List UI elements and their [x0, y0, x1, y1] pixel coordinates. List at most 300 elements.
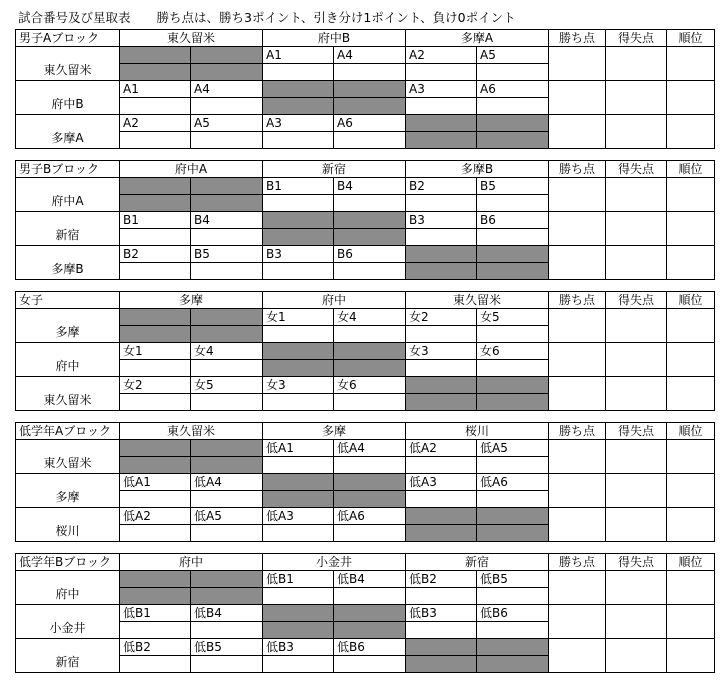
self-match-shade — [263, 343, 334, 360]
match-number-cell: 低B2 — [120, 639, 191, 656]
match-number-cell: B5 — [191, 246, 263, 263]
rank-cell — [667, 81, 715, 115]
table-row — [16, 47, 715, 64]
goal-diff-cell — [606, 212, 667, 246]
result-cell — [120, 525, 191, 542]
result-cell — [120, 263, 191, 280]
self-match-shade — [120, 309, 191, 326]
match-number-cell: 女1 — [120, 343, 191, 360]
points-cell — [549, 440, 606, 474]
match-number-cell: 低A6 — [334, 508, 406, 525]
stat-column-header: 勝ち点 — [549, 292, 606, 309]
result-cell — [263, 64, 334, 81]
rank-cell — [667, 309, 715, 343]
table-row — [16, 115, 715, 132]
match-number-cell: A5 — [191, 115, 263, 132]
self-match-shade — [406, 246, 477, 263]
points-rule: 勝ち点は、勝ち3ポイント、引き分け1ポイント、負け0ポイント — [156, 10, 516, 25]
goal-diff-cell — [606, 81, 667, 115]
match-number-cell: A5 — [477, 47, 549, 64]
self-match-shade — [334, 212, 406, 229]
match-number-cell: B5 — [477, 178, 549, 195]
goal-diff-cell — [606, 377, 667, 411]
team-column-header: 東久留米 — [406, 292, 549, 309]
result-cell — [120, 229, 191, 246]
self-match-shade — [334, 605, 406, 622]
result-cell — [406, 195, 477, 212]
stat-column-header: 順位 — [667, 161, 715, 178]
match-number-cell: B4 — [191, 212, 263, 229]
match-number-cell: 低A3 — [406, 474, 477, 491]
self-match-shade — [120, 178, 191, 195]
rank-cell — [667, 508, 715, 542]
match-number-cell: 低A1 — [120, 474, 191, 491]
row-team-name: 多摩B — [51, 262, 84, 276]
stat-column-header: 勝ち点 — [549, 161, 606, 178]
match-number-cell: B6 — [334, 246, 406, 263]
row-team-label — [16, 212, 120, 246]
result-cell — [334, 394, 406, 411]
team-column-header: 新宿 — [406, 554, 549, 571]
result-cell — [477, 326, 549, 343]
stat-column-header: 順位 — [667, 554, 715, 571]
self-match-shade — [406, 394, 477, 411]
self-match-shade — [406, 377, 477, 394]
table-row — [16, 212, 715, 229]
match-number-cell: 女4 — [191, 343, 263, 360]
goal-diff-cell — [606, 178, 667, 212]
self-match-shade — [477, 394, 549, 411]
rank-cell — [667, 343, 715, 377]
match-number-cell: 低B4 — [191, 605, 263, 622]
self-match-shade — [477, 377, 549, 394]
match-number-cell: 女5 — [477, 309, 549, 326]
match-number-cell: 低A2 — [120, 508, 191, 525]
match-number-cell: B3 — [263, 246, 334, 263]
result-cell — [263, 394, 334, 411]
self-match-shade — [406, 656, 477, 673]
header-row — [16, 161, 715, 178]
rank-cell — [667, 571, 715, 605]
self-match-shade — [406, 508, 477, 525]
match-number-cell: A2 — [406, 47, 477, 64]
standings-grid — [15, 29, 715, 149]
match-number-cell: 低B1 — [263, 571, 334, 588]
match-number-cell: 低A5 — [191, 508, 263, 525]
rank-cell — [667, 605, 715, 639]
row-team-label — [16, 605, 120, 639]
self-match-shade — [191, 47, 263, 64]
result-cell — [120, 360, 191, 377]
table-row — [16, 178, 715, 195]
team-column-header: 府中A — [120, 161, 263, 178]
rank-cell — [667, 440, 715, 474]
team-column-header: 府中B — [263, 30, 406, 47]
result-cell — [191, 525, 263, 542]
block-table — [15, 291, 715, 411]
result-cell — [334, 263, 406, 280]
match-number-cell: A4 — [191, 81, 263, 98]
match-number-cell: B1 — [263, 178, 334, 195]
self-match-shade — [477, 639, 549, 656]
row-team-label — [16, 508, 120, 542]
points-cell — [549, 571, 606, 605]
match-number-cell: 女5 — [191, 377, 263, 394]
row-team-name: 府中 — [55, 587, 80, 601]
match-number-cell: 低B2 — [406, 571, 477, 588]
self-match-shade — [263, 229, 334, 246]
self-match-shade — [263, 622, 334, 639]
row-team-name: 府中B — [51, 97, 84, 111]
match-number-cell: B1 — [120, 212, 191, 229]
header-row — [16, 554, 715, 571]
rank-cell — [667, 212, 715, 246]
table-row — [16, 343, 715, 360]
points-cell — [549, 47, 606, 81]
standings-grid — [15, 422, 715, 542]
match-number-cell: A6 — [477, 81, 549, 98]
block-table — [15, 29, 715, 149]
table-row — [16, 309, 715, 326]
header-row — [16, 292, 715, 309]
result-cell — [477, 457, 549, 474]
self-match-shade — [334, 98, 406, 115]
standings-grid — [15, 553, 715, 673]
team-column-header: 府中 — [120, 554, 263, 571]
self-match-shade — [191, 309, 263, 326]
team-column-header: 多摩A — [406, 30, 549, 47]
self-match-shade — [120, 440, 191, 457]
team-column-header: 新宿 — [263, 161, 406, 178]
self-match-shade — [263, 474, 334, 491]
row-team-label — [16, 81, 120, 115]
self-match-shade — [334, 229, 406, 246]
sheet-title: 試合番号及び星取表 — [18, 10, 131, 25]
goal-diff-cell — [606, 47, 667, 81]
result-cell — [334, 656, 406, 673]
self-match-shade — [191, 571, 263, 588]
result-cell — [191, 491, 263, 508]
match-number-cell: 低A4 — [191, 474, 263, 491]
result-cell — [191, 229, 263, 246]
match-number-cell: A3 — [406, 81, 477, 98]
result-cell — [191, 263, 263, 280]
match-number-cell: 低B1 — [120, 605, 191, 622]
table-row — [16, 571, 715, 588]
self-match-shade — [263, 98, 334, 115]
result-cell — [334, 525, 406, 542]
match-number-cell: 低A1 — [263, 440, 334, 457]
row-team-name: 桜川 — [55, 524, 80, 538]
match-number-cell: A1 — [263, 47, 334, 64]
result-cell — [477, 588, 549, 605]
standings-grid — [15, 291, 715, 411]
self-match-shade — [120, 195, 191, 212]
rank-cell — [667, 47, 715, 81]
row-team-name: 多摩 — [55, 490, 80, 504]
points-cell — [549, 605, 606, 639]
result-cell — [263, 326, 334, 343]
row-team-label — [16, 639, 120, 673]
self-match-shade — [406, 525, 477, 542]
block-name: 男子Aブロック — [16, 30, 120, 47]
row-team-name: 多摩A — [51, 131, 84, 145]
self-match-shade — [120, 588, 191, 605]
self-match-shade — [406, 132, 477, 149]
self-match-shade — [334, 622, 406, 639]
result-cell — [263, 588, 334, 605]
stat-column-header: 得失点 — [606, 554, 667, 571]
stat-column-header: 勝ち点 — [549, 554, 606, 571]
self-match-shade — [334, 343, 406, 360]
self-match-shade — [191, 195, 263, 212]
result-cell — [406, 360, 477, 377]
result-cell — [406, 64, 477, 81]
stat-column-header: 順位 — [667, 30, 715, 47]
goal-diff-cell — [606, 309, 667, 343]
match-number-cell: 女3 — [263, 377, 334, 394]
result-cell — [334, 132, 406, 149]
block-name: 女子 — [16, 292, 120, 309]
self-match-shade — [477, 263, 549, 280]
goal-diff-cell — [606, 508, 667, 542]
match-number-cell: B2 — [406, 178, 477, 195]
stat-column-header: 順位 — [667, 423, 715, 440]
self-match-shade — [477, 246, 549, 263]
match-number-cell: 低B4 — [334, 571, 406, 588]
block-name: 低学年Aブロック — [16, 423, 120, 440]
self-match-shade — [120, 457, 191, 474]
table-row — [16, 440, 715, 457]
table-row — [16, 508, 715, 525]
team-column-header: 東久留米 — [120, 423, 263, 440]
result-cell — [477, 229, 549, 246]
match-number-cell: 低B5 — [191, 639, 263, 656]
block-table — [15, 160, 715, 280]
rank-cell — [667, 639, 715, 673]
rank-cell — [667, 246, 715, 280]
points-cell — [549, 343, 606, 377]
rank-cell — [667, 178, 715, 212]
match-number-cell: A6 — [334, 115, 406, 132]
team-column-header: 桜川 — [406, 423, 549, 440]
block-table — [15, 553, 715, 673]
row-team-name: 東久留米 — [43, 456, 92, 470]
result-cell — [263, 132, 334, 149]
row-team-name: 多摩 — [55, 325, 80, 339]
team-column-header: 東久留米 — [120, 30, 263, 47]
points-cell — [549, 246, 606, 280]
result-cell — [334, 195, 406, 212]
header-row — [16, 423, 715, 440]
result-cell — [406, 491, 477, 508]
match-number-cell: 低B3 — [263, 639, 334, 656]
match-number-cell: 女6 — [477, 343, 549, 360]
points-cell — [549, 639, 606, 673]
self-match-shade — [406, 639, 477, 656]
points-cell — [549, 377, 606, 411]
row-team-name: 小金井 — [49, 621, 86, 635]
result-cell — [477, 360, 549, 377]
result-cell — [263, 263, 334, 280]
result-cell — [477, 195, 549, 212]
result-cell — [406, 326, 477, 343]
table-row — [16, 474, 715, 491]
row-team-label — [16, 115, 120, 149]
rank-cell — [667, 115, 715, 149]
match-number-cell: 女6 — [334, 377, 406, 394]
points-cell — [549, 508, 606, 542]
self-match-shade — [120, 64, 191, 81]
result-cell — [191, 98, 263, 115]
points-cell — [549, 81, 606, 115]
match-number-cell: 低A4 — [334, 440, 406, 457]
points-cell — [549, 212, 606, 246]
goal-diff-cell — [606, 605, 667, 639]
match-number-cell: 女3 — [406, 343, 477, 360]
result-cell — [406, 98, 477, 115]
stat-column-header: 得失点 — [606, 292, 667, 309]
row-team-name: 府中A — [51, 194, 84, 208]
rank-cell — [667, 474, 715, 508]
row-team-name: 新宿 — [55, 655, 80, 669]
standings-grid — [15, 160, 715, 280]
match-number-cell: 低B6 — [334, 639, 406, 656]
self-match-shade — [191, 64, 263, 81]
stat-column-header: 得失点 — [606, 423, 667, 440]
table-row — [16, 377, 715, 394]
points-cell — [549, 309, 606, 343]
match-number-cell: 女4 — [334, 309, 406, 326]
row-team-label — [16, 246, 120, 280]
stat-column-header: 得失点 — [606, 30, 667, 47]
block-table — [15, 422, 715, 542]
self-match-shade — [263, 605, 334, 622]
row-team-name: 東久留米 — [43, 393, 92, 407]
match-number-cell: 低B5 — [477, 571, 549, 588]
self-match-shade — [120, 326, 191, 343]
block-name: 男子Bブロック — [16, 161, 120, 178]
self-match-shade — [334, 474, 406, 491]
goal-diff-cell — [606, 474, 667, 508]
table-row — [16, 246, 715, 263]
row-team-label — [16, 343, 120, 377]
result-cell — [477, 64, 549, 81]
goal-diff-cell — [606, 571, 667, 605]
match-number-cell: B3 — [406, 212, 477, 229]
self-match-shade — [334, 491, 406, 508]
result-cell — [120, 394, 191, 411]
header-row — [16, 30, 715, 47]
match-number-cell: 低B3 — [406, 605, 477, 622]
self-match-shade — [334, 360, 406, 377]
goal-diff-cell — [606, 440, 667, 474]
self-match-shade — [191, 457, 263, 474]
self-match-shade — [477, 132, 549, 149]
match-number-cell: A1 — [120, 81, 191, 98]
team-column-header: 多摩 — [120, 292, 263, 309]
result-cell — [263, 525, 334, 542]
match-number-cell: B2 — [120, 246, 191, 263]
team-column-header: 小金井 — [263, 554, 406, 571]
result-cell — [263, 656, 334, 673]
self-match-shade — [406, 263, 477, 280]
match-number-cell: B6 — [477, 212, 549, 229]
match-number-cell: 女1 — [263, 309, 334, 326]
result-cell — [406, 229, 477, 246]
self-match-shade — [263, 360, 334, 377]
self-match-shade — [120, 571, 191, 588]
self-match-shade — [120, 47, 191, 64]
row-team-label — [16, 474, 120, 508]
result-cell — [191, 656, 263, 673]
result-cell — [334, 457, 406, 474]
goal-diff-cell — [606, 343, 667, 377]
result-cell — [334, 588, 406, 605]
result-cell — [263, 457, 334, 474]
row-team-label — [16, 178, 120, 212]
row-team-label — [16, 440, 120, 474]
goal-diff-cell — [606, 639, 667, 673]
match-number-cell: A3 — [263, 115, 334, 132]
result-cell — [477, 622, 549, 639]
result-cell — [263, 195, 334, 212]
result-cell — [191, 360, 263, 377]
self-match-shade — [191, 178, 263, 195]
match-number-cell: 女2 — [120, 377, 191, 394]
self-match-shade — [406, 115, 477, 132]
self-match-shade — [477, 525, 549, 542]
row-team-name: 東久留米 — [43, 63, 92, 77]
result-cell — [406, 622, 477, 639]
table-row — [16, 605, 715, 622]
team-column-header: 府中 — [263, 292, 406, 309]
result-cell — [120, 98, 191, 115]
self-match-shade — [263, 212, 334, 229]
self-match-shade — [477, 656, 549, 673]
result-cell — [477, 491, 549, 508]
result-cell — [120, 491, 191, 508]
self-match-shade — [477, 115, 549, 132]
stat-column-header: 順位 — [667, 292, 715, 309]
stat-column-header: 得失点 — [606, 161, 667, 178]
result-cell — [191, 394, 263, 411]
match-number-cell: 低A5 — [477, 440, 549, 457]
result-cell — [406, 457, 477, 474]
row-team-label — [16, 47, 120, 81]
points-cell — [549, 178, 606, 212]
rank-cell — [667, 377, 715, 411]
team-column-header: 多摩B — [406, 161, 549, 178]
result-cell — [120, 656, 191, 673]
self-match-shade — [191, 326, 263, 343]
result-cell — [334, 326, 406, 343]
result-cell — [334, 64, 406, 81]
points-cell — [549, 474, 606, 508]
match-number-cell: B4 — [334, 178, 406, 195]
goal-diff-cell — [606, 246, 667, 280]
self-match-shade — [334, 81, 406, 98]
result-cell — [406, 588, 477, 605]
result-cell — [477, 98, 549, 115]
self-match-shade — [263, 81, 334, 98]
stat-column-header: 勝ち点 — [549, 30, 606, 47]
goal-diff-cell — [606, 115, 667, 149]
self-match-shade — [263, 491, 334, 508]
self-match-shade — [191, 588, 263, 605]
result-cell — [191, 622, 263, 639]
sheet-header — [18, 9, 516, 27]
